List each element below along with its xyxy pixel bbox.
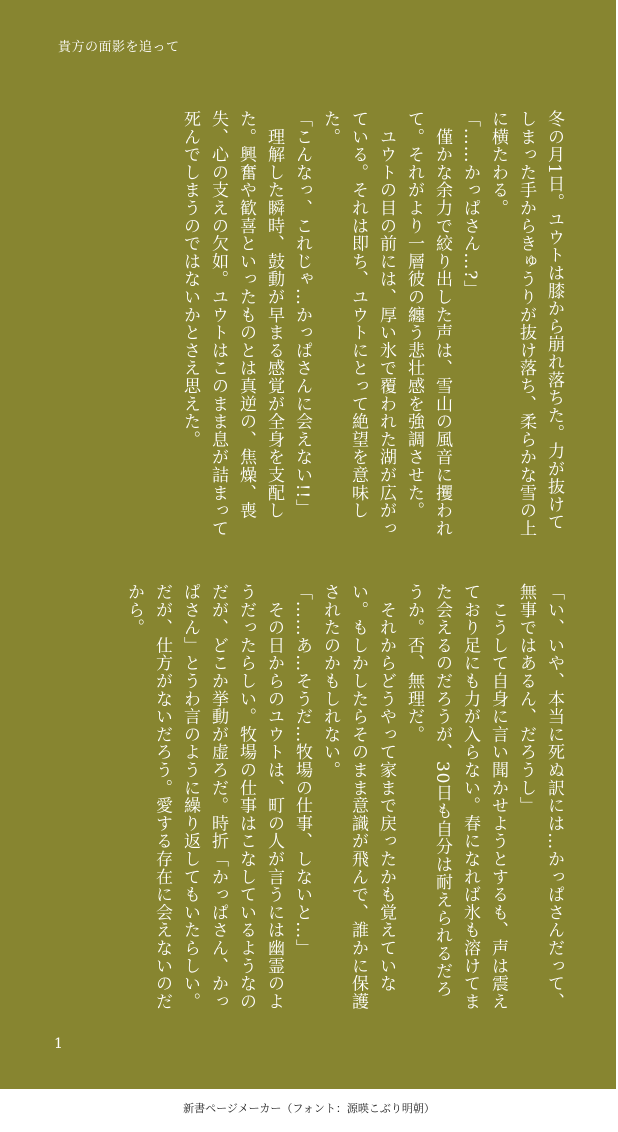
page-number: 1 [54, 1036, 63, 1052]
paragraph: ユウトの目の前には、厚い氷で覆われた湖が広がっている。それは即ち、ユウトにとって絶望を意味した。 [320, 110, 396, 538]
paragraph: 理解した瞬時、鼓動が早まる感覚が全身を支配した。興奮や歓喜といったものとは真逆の、焦燥、喪失、心の支えの欠如。ユウトはこのまま息が詰まって死んでしまうのではないかとさえ思えた。 [180, 110, 284, 538]
paragraph: 「い、いや、本当に死ぬ訳には…かっぱさんだって、無事ではあるん、だろうし」 [516, 583, 564, 1011]
footer-credit: 新書ページメーカー（フォント：源暎こぶり明朝） [183, 1102, 435, 1115]
running-header-title: 貴方の面影を追って [58, 40, 180, 55]
paragraph: それからどうやって家まで戻ったかも覚えていない。もしかしたらそのまま意識が飛んで、誰かに保護されたのかもしれない。 [320, 583, 396, 1011]
paragraph: こうして自身に言い聞かせようとするも、声は震えており足にも力が入らない。春になれば氷も溶けてまた会えるのだろうが、30日も自分は耐えられるだろうか。否、無理だ。 [404, 583, 508, 1011]
text-block-upper [176, 110, 568, 540]
text-block-lower [120, 583, 568, 1013]
paragraph: 僅かな余力で絞り出した声は、雪山の風音に攫われて。それがより一層彼の纏う悲壮感を強調させた。 [404, 110, 452, 538]
paragraph: 「……かっぱさん…?」 [460, 110, 480, 298]
paragraph: 「……あ…そうだ…牧場の仕事、しないと…」 [292, 583, 312, 957]
paragraph: その日からのユウトは、町の人が言うには幽霊のようだったらしい。牧場の仕事はこなしているようなのだが、どこか挙動が虚ろだ。時折「かっぱさん、かっぱさん」とうわ言のように繰り返してもいたらしい。だが、仕方がないだろう。愛する存在に会えないのだから。 [124, 583, 284, 1011]
paragraph: 冬の月1日。ユウトは膝から崩れ落ちた。力が抜けてしまった手からきゅうりが抜け落ち、柔らかな雪の上に横たわる。 [488, 110, 564, 538]
paragraph: 「こんなっ、これじゃ…かっぱさんに会えない!!」 [292, 110, 312, 517]
